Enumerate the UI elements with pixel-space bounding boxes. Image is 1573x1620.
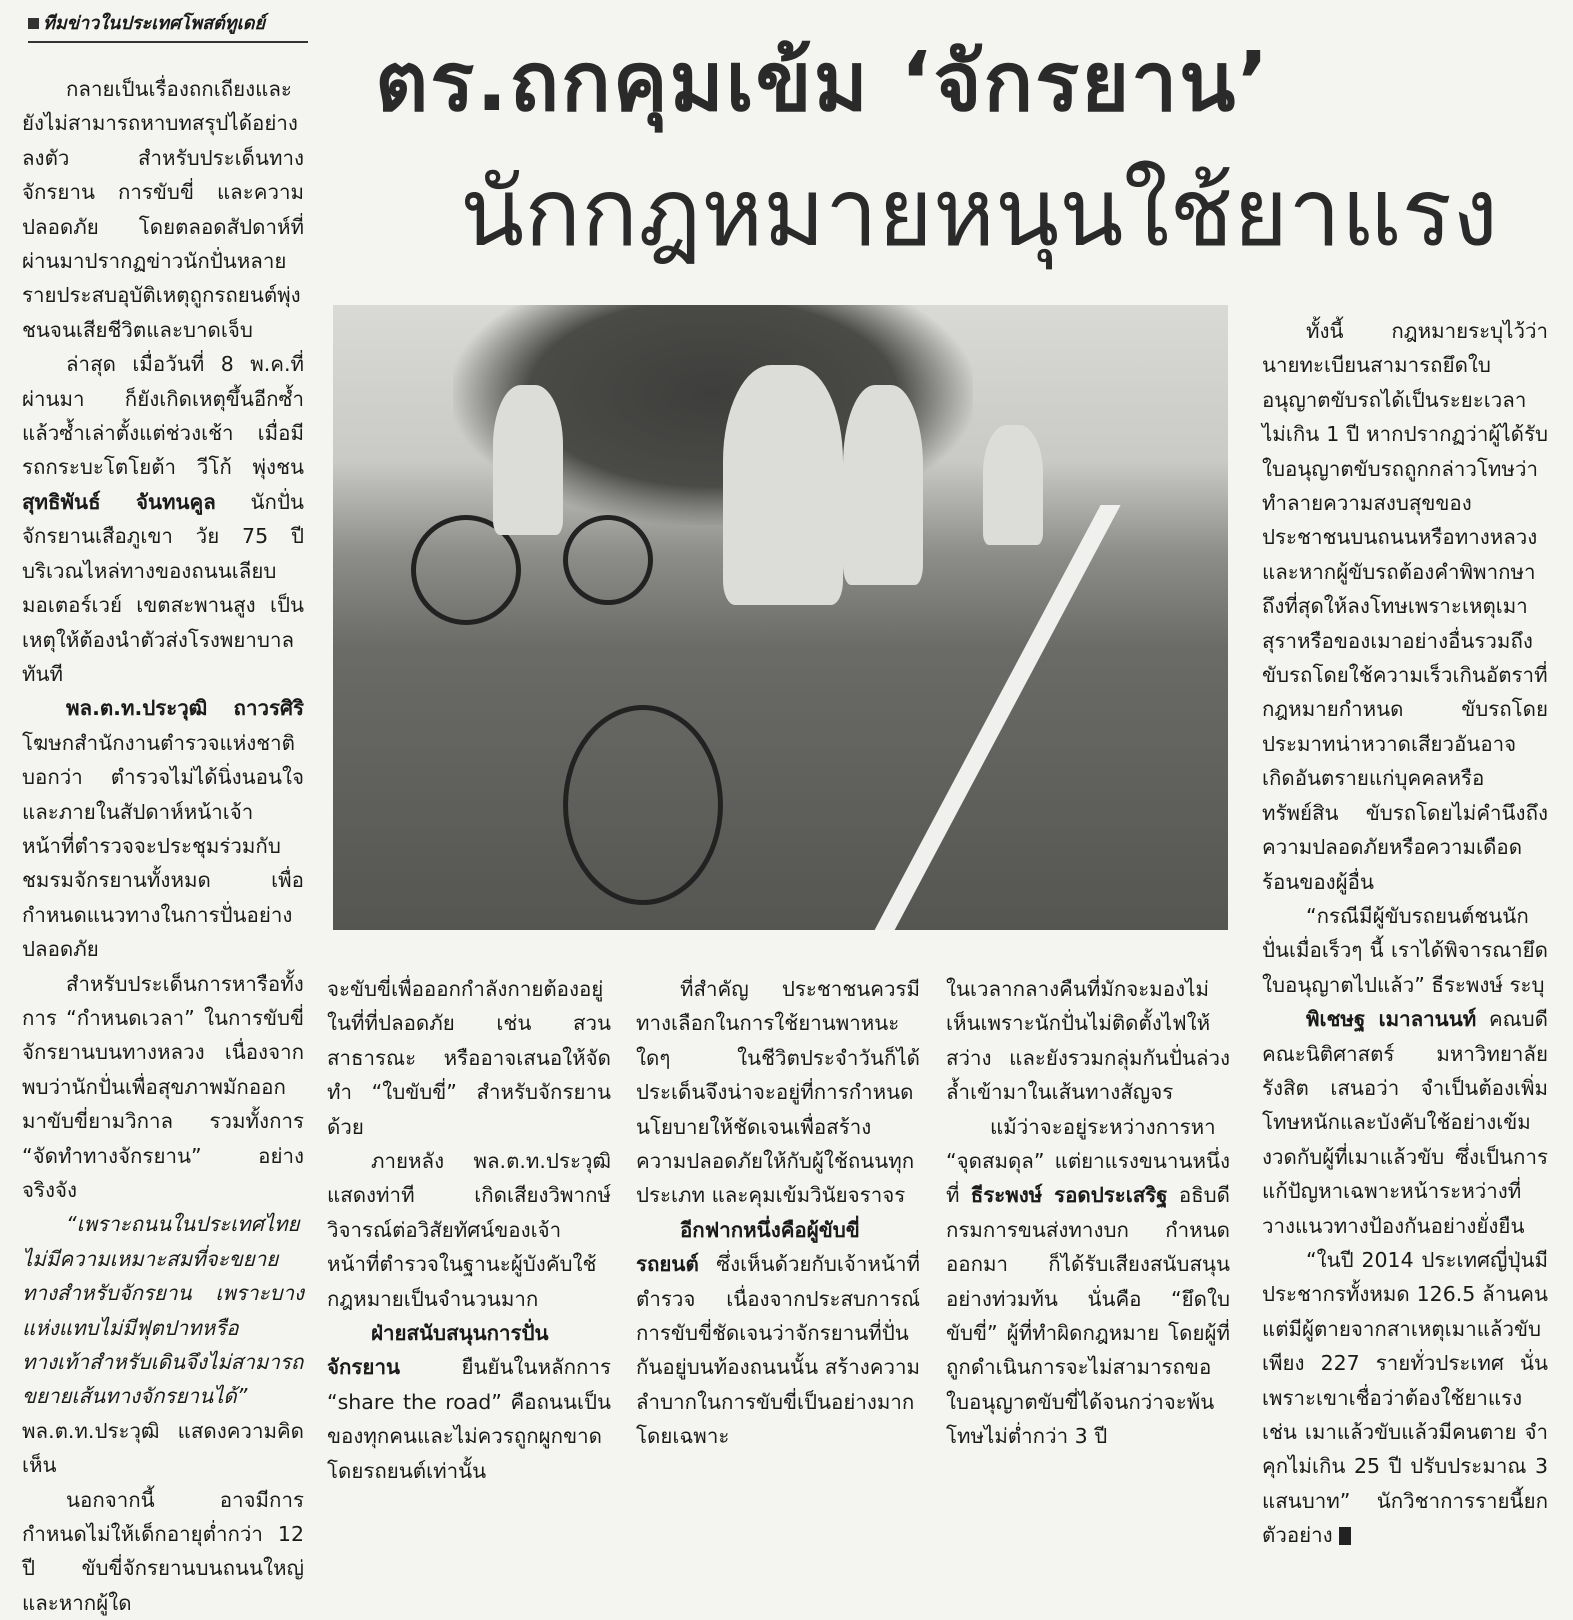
- paragraph: ทั้งนี้ กฎหมายระบุไว้ว่า นายทะเบียนสามารถยึดใบอนุญาตขับรถได้เป็นระยะเวลาไม่เกิน 1 ปี หากปรากฏว่าผู้ได้รับใบอนุญาตขับรถถูกกล่าวโทษว่าทำลายความสงบสุขของประชาชนบนถนนหรือทางหลวง และหากผู้ขับรถต้องคำพิพากษาถึงที่สุดให้ลงโทษเพราะเหตุเมาสุราหรือของเมาอย่างอื่นรวมถึงขับรถโดยใช้ความเร็วเกินอัตราที่กฎหมายกำหนด ขับรถโดยประมาทน่าหวาดเสียวอันอาจเกิดอันตรายแก่บุคคลหรือทรัพย์สิน ขับรถโดยไม่คำนึงถึงความปลอดภัยหรือความเดือดร้อนของผู้อื่น: [1262, 319, 1548, 894]
- paragraph: แม้ว่าจะอยู่ระหว่างการหา “จุดสมดุล” แต่ยาแรงขนานหนึ่งที่ ธีระพงษ์ รอดประเสริฐ อธิบดีกรมการขนส่งทางบก กำหนดออกมา ก็ได้รับเสียงสนับสนุนอย่างท่วมท้น นั่นคือ “ยึดใบขับขี่” ผู้ที่ทำผิดกฎหมาย โดยผู้ที่ถูกดำเนินการจะไม่สามารถขอใบอนุญาตขับขี่ได้จนกว่าจะพ้นโทษไม่ต่ำกว่า 3 ปี: [946, 1114, 1230, 1449]
- paragraph: ในเวลากลางคืนที่มักจะมองไม่เห็นเพราะนักปั่นไม่ติดตั้งไฟให้สว่าง และยังรวมกลุ่มกันปั่นล่วงล้ำเข้ามาในเส้นทางสัญจร: [946, 977, 1230, 1105]
- paragraph: อีกฟากหนึ่งคือผู้ขับขี่รถยนต์ ซึ่งเห็นด้วยกับเจ้าหน้าที่ตำรวจ เนื่องจากประสบการณ์การขับขี่ชัดเจนว่าจักรยานที่ปั่นกันอยู่บนท้องถนนนั้น สร้างความลำบากในการขับขี่เป็นอย่างมาก โดยเฉพาะ: [636, 1217, 920, 1449]
- paragraph: “เพราะถนนในประเทศไทยไม่มีความเหมาะสมที่จะขยายทางสำหรับจักรยาน เพราะบางแห่งแทบไม่มีฟุตปาทหรือทางเท้าสำหรับเดินจึงไม่สามารถขยายเส้นทางจักรยานได้” พล.ต.ท.ประวุฒิ แสดงความคิดเห็น: [22, 1212, 304, 1478]
- article-column-5: [1262, 314, 1548, 1553]
- square-bullet-icon: [28, 18, 39, 29]
- article-column-1: [22, 72, 304, 1620]
- photo-rider: [723, 365, 843, 605]
- article-column-3: [636, 972, 920, 1454]
- article-column-2: [327, 972, 611, 1488]
- paragraph: “ในปี 2014 ประเทศญี่ปุ่นมีประชากรทั้งหมด 126.5 ล้านคน แต่มีผู้ตายจากสาเหตุเมาแล้วขับเพียง 227 รายทั่วประเทศ นั่นเพราะเขาเชื่อว่าต้องใช้ยาแรง เช่น เมาแล้วขับแล้วมีคนตาย จำคุกไม่เกิน 25 ปี ปรับประมาณ 3 แสนบาท” นักวิชาการรายนี้ยกตัวอย่าง: [1262, 1247, 1548, 1548]
- paragraph: พล.ต.ท.ประวุฒิ ถาวรศิริ โฆษกสำนักงานตำรวจแห่งชาติ บอกว่า ตำรวจไม่ได้นิ่งนอนใจและภายในสัปดาห์หน้าเจ้าหน้าที่ตำรวจจะประชุมร่วมกับชมรมจักรยานทั้งหมด เพื่อกำหนดแนวทางในการปั่นอย่างปลอดภัย: [22, 696, 304, 962]
- photo-rider: [493, 385, 563, 535]
- photo-rider: [983, 425, 1043, 545]
- section-tag: ทีมข่าวในประเทศโพสต์ทูเดย์: [28, 8, 308, 43]
- end-of-article-icon: [1339, 1527, 1351, 1545]
- photo-wheel: [563, 705, 723, 905]
- paragraph: พิเชษฐ เมาลานนท์ คณบดีคณะนิติศาสตร์ มหาวิทยาลัยรังสิต เสนอว่า จำเป็นต้องเพิ่มโทษหนักและบังคับใช้อย่างเข้มงวดกับผู้ที่เมาแล้วขับ ซึ่งเป็นการแก้ปัญหาเฉพาะหน้าระหว่างที่วางแนวทางป้องกันอย่างยั่งยืน: [1262, 1007, 1548, 1238]
- paragraph: ฝ่ายสนับสนุนการปั่นจักรยาน ยืนยันในหลักการ “share the road” คือถนนเป็นของทุกคนและไม่ควรถูกผูกขาดโดยรถยนต์เท่านั้น: [327, 1321, 611, 1483]
- photo-rider: [843, 385, 923, 585]
- headline: ตร.ถกคุมเข้ม ‘จักรยาน’: [375, 35, 1271, 130]
- cyclists-photo: [333, 305, 1228, 930]
- paragraph: ล่าสุด เมื่อวันที่ 8 พ.ค.ที่ผ่านมา ก็ยังเกิดเหตุขึ้นอีกซ้ำแล้วซ้ำเล่าตั้งแต่ช่วงเช้า เมื่อมีรถกระบะโตโยต้า วีโก้ พุ่งชน สุทธิพันธ์ จันทนคูล นักปั่นจักรยานเสือภูเขา วัย 75 ปี บริเวณไหล่ทางของถนนเลียบมอเตอร์เวย์ เขตสะพานสูง เป็นเหตุให้ต้องนำตัวส่งโรงพยาบาลทันที: [22, 352, 304, 686]
- subheadline: นักกฎหมายหนุนใช้ยาแรง: [460, 159, 1498, 268]
- paragraph: จะขับขี่เพื่อออกกำลังกายต้องอยู่ในที่ที่ปลอดภัย เช่น สวนสาธารณะ หรืออาจเสนอให้จัดทำ “ใบขับขี่” สำหรับจักรยานด้วย: [327, 977, 611, 1139]
- paragraph: “กรณีมีผู้ขับรถยนต์ชนนักปั่นเมื่อเร็วๆ นี้ เราได้พิจารณายึดใบอนุญาตไปแล้ว” ธีระพงษ์ ระบุ: [1262, 903, 1548, 997]
- paragraph: ที่สำคัญ ประชาชนควรมีทางเลือกในการใช้ยานพาหนะใดๆ ในชีวิตประจำวันก็ได้ ประเด็นจึงน่าจะอยู่ที่การกำหนดนโยบายให้ชัดเจนเพื่อสร้างความปลอดภัยให้กับผู้ใช้ถนนทุกประเภท และคุมเข้มวินัยจราจร: [636, 977, 920, 1208]
- paragraph: กลายเป็นเรื่องถกเถียงและยังไม่สามารถหาบทสรุปได้อย่างลงตัว สำหรับประเด็นทางจักรยาน การขับขี่ และความปลอดภัย โดยตลอดสัปดาห์ที่ผ่านมาปรากฏข่าวนักปั่นหลายรายประสบอุบัติเหตุถูกรถยนต์พุ่งชนจนเสียชีวิตและบาดเจ็บ: [22, 77, 304, 342]
- paragraph: สำหรับประเด็นการหารือทั้งการ “กำหนดเวลา” ในการขับขี่จักรยานบนทางหลวง เนื่องจากพบว่านักปั่นเพื่อสุขภาพมักออกมาขับขี่ยามวิกาล รวมทั้งการ “จัดทำทางจักรยาน” อย่างจริงจัง: [22, 971, 304, 1202]
- paragraph: นอกจากนี้ อาจมีการกำหนดไม่ให้เด็กอายุต่ำกว่า 12 ปี ขับขี่จักรยานบนถนนใหญ่ และหากผู้ใด: [22, 1487, 304, 1615]
- photo-wheel: [563, 515, 653, 605]
- article-column-4: [946, 972, 1230, 1454]
- paragraph: ภายหลัง พล.ต.ท.ประวุฒิ แสดงท่าที เกิดเสียงวิพากษ์วิจารณ์ต่อวิสัยทัศน์ของเจ้าหน้าที่ตำรวจในฐานะผู้บังคับใช้กฎหมายเป็นจำนวนมาก: [327, 1149, 611, 1311]
